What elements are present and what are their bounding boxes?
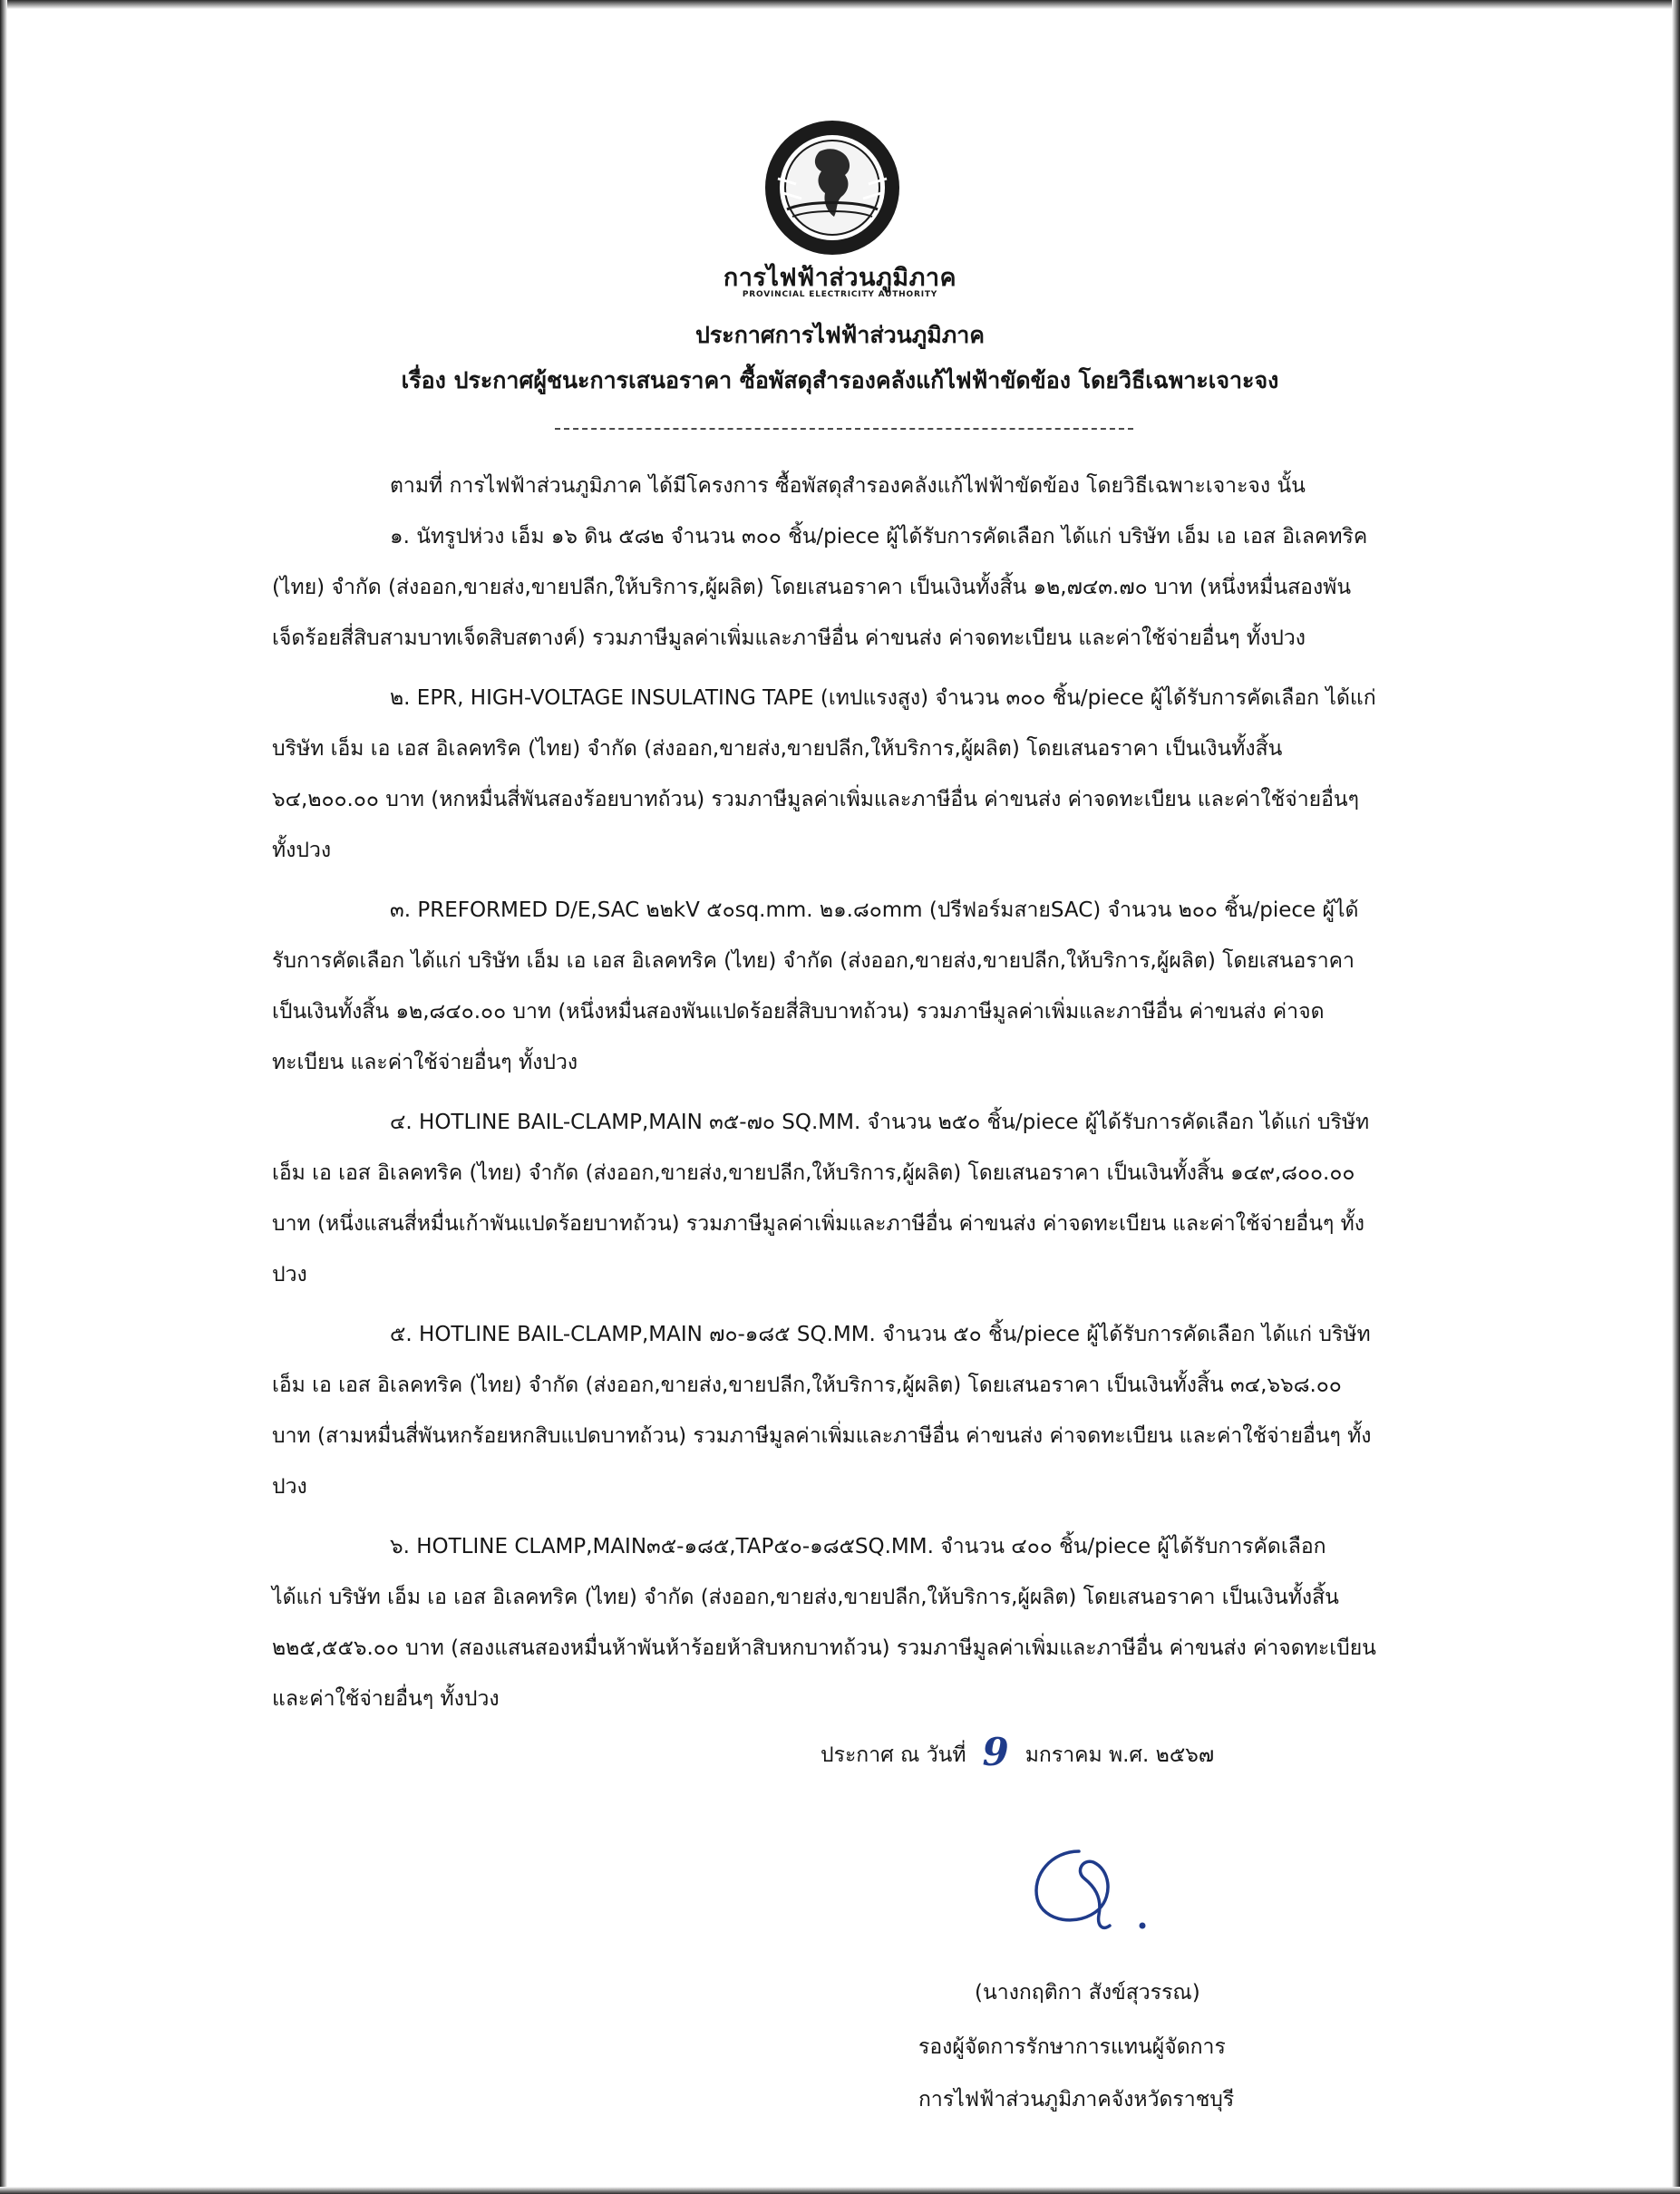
- scan-edge-bottom: [0, 2187, 1680, 2194]
- intro-paragraph: ตามที่ การไฟฟ้าส่วนภูมิภาค ได้มีโครงการ ซื้อพัสดุสำรองคลังแก้ไฟฟ้าขัดข้อง โดยวิธีเฉพาะเจาะจง นั้น: [390, 474, 1306, 498]
- signatory-name: (นางกฤติกา สังข์สุวรรณ): [975, 1981, 1200, 2005]
- item-paragraph-1: ๑. นัทรูปห่วง เอ็ม ๑๖ ดิน ๕๘๒ จำนวน ๓๐๐ ชิ้น/piece ผู้ได้รับการคัดเลือก ได้แก่ บริษัท เอ็ม เอ เอส อิเลคทริค (ไทย) จำกัด (ส่งออก,ขายส่ง,ขายปลีก,ให้บริการ,ผู้ผลิต) โดยเสนอราคา เป็นเงินทั้งสิ้น ๑๒,๗๔๓.๗๐ บาท (หนึ่งหมื่นสองพันเจ็ดร้อยสี่สิบสามบาทเจ็ดสิบสตางค์) รวมภาษีมูลค่าเพิ่มและภาษีอื่น ค่าขนส่ง ค่าจดทะเบียน และค่าใช้จ่ายอื่นๆ ทั้งปวง: [272, 525, 1368, 650]
- item-paragraph-4: ๔. HOTLINE BAIL-CLAMP,MAIN ๓๕-๗๐ SQ.MM. จำนวน ๒๕๐ ชิ้น/piece ผู้ได้รับการคัดเลือก ได้แก่ บริษัท เอ็ม เอ เอส อิเลคทริค (ไทย) จำกัด (ส่งออก,ขายส่ง,ขายปลีก,ให้บริการ,ผู้ผลิต) โดยเสนอราคา เป็นเงินทั้งสิ้น ๑๔๙,๘๐๐.๐๐ บาท (หนึ่งแสนสี่หมื่นเก้าพันแปดร้อยบาทถ้วน) รวมภาษีมูลค่าเพิ่มและภาษีอื่น ค่าขนส่ง ค่าจดทะเบียน และค่าใช้จ่ายอื่นๆ ทั้งปวง: [272, 1111, 1370, 1286]
- signatory-position: รองผู้จัดการรักษาการแทนผู้จัดการ: [918, 2035, 1226, 2059]
- announcement-body: [272, 461, 1378, 1724]
- org-name-th: การไฟฟ้าส่วนภูมิภาค: [723, 264, 957, 292]
- signatory-office: การไฟฟ้าส่วนภูมิภาคจังหวัดราชบุรี: [918, 2088, 1235, 2111]
- item-paragraph-3: ๓. PREFORMED D/E,SAC ๒๒kV ๕๐sq.mm. ๒๑.๘๐mm (ปรีฟอร์มสายSAC) จำนวน ๒๐๐ ชิ้น/piece ผู้ได้รับการคัดเลือก ได้แก่ บริษัท เอ็ม เอ เอส อิเลคทริค (ไทย) จำกัด (ส่งออก,ขายส่ง,ขายปลีก,ให้บริการ,ผู้ผลิต) โดยเสนอราคา เป็นเงินทั้งสิ้น ๑๒,๘๔๐.๐๐ บาท (หนึ่งหมื่นสองพันแปดร้อยสี่สิบบาทถ้วน) รวมภาษีมูลค่าเพิ่มและภาษีอื่น ค่าขนส่ง ค่าจดทะเบียน และค่าใช้จ่ายอื่นๆ ทั้งปวง: [272, 898, 1359, 1074]
- scan-edge-top: [0, 0, 1680, 9]
- item-paragraph-6: ๖. HOTLINE CLAMP,MAIN๓๕-๑๘๕,TAP๕๐-๑๘๕SQ.MM. จำนวน ๔๐๐ ชิ้น/piece ผู้ได้รับการคัดเลือก ได้แก่ บริษัท เอ็ม เอ เอส อิเลคทริค (ไทย) จำกัด (ส่งออก,ขายส่ง,ขายปลีก,ให้บริการ,ผู้ผลิต) โดยเสนอราคา เป็นเงินทั้งสิ้น ๒๒๕,๕๕๖.๐๐ บาท (สองแสนสองหมื่นห้าพันห้าร้อยห้าสิบหกบาทถ้วน) รวมภาษีมูลค่าเพิ่มและภาษีอื่น ค่าขนส่ง ค่าจดทะเบียน และค่าใช้จ่ายอื่นๆ ทั้งปวง: [272, 1535, 1376, 1711]
- pea-emblem-icon: [760, 115, 905, 260]
- item-paragraph-5: ๕. HOTLINE BAIL-CLAMP,MAIN ๗๐-๑๘๕ SQ.MM. จำนวน ๕๐ ชิ้น/piece ผู้ได้รับการคัดเลือก ได้แก่ บริษัท เอ็ม เอ เอส อิเลคทริค (ไทย) จำกัด (ส่งออก,ขายส่ง,ขายปลีก,ให้บริการ,ผู้ผลิต) โดยเสนอราคา เป็นเงินทั้งสิ้น ๓๔,๖๖๘.๐๐ บาท (สามหมื่นสี่พันหกร้อยหกสิบแปดบาทถ้วน) รวมภาษีมูลค่าเพิ่มและภาษีอื่น ค่าขนส่ง ค่าจดทะเบียน และค่าใช้จ่ายอื่นๆ ทั้งปวง: [272, 1323, 1372, 1499]
- separator-line: [555, 428, 1133, 430]
- date-prefix: ประกาศ ณ วันที่: [821, 1743, 966, 1767]
- announcement-date: [821, 1730, 1214, 1774]
- announcement-subject: เรื่อง ประกาศผู้ชนะการเสนอราคา ซื้อพัสดุสำรองคลังแก้ไฟฟ้าขัดข้อง โดยวิธีเฉพาะเจาะจง: [401, 367, 1279, 393]
- org-name-en: PROVINCIAL ELECTRICITY AUTHORITY: [742, 290, 938, 299]
- date-day-handwritten: 9: [982, 1730, 1009, 1774]
- date-month-year: มกราคม พ.ศ. ๒๕๖๗: [1025, 1743, 1215, 1767]
- item-paragraph-2: ๒. EPR, HIGH-VOLTAGE INSULATING TAPE (เทปแรงสูง) จำนวน ๓๐๐ ชิ้น/piece ผู้ได้รับการคัดเลือก ได้แก่ บริษัท เอ็ม เอ เอส อิเลคทริค (ไทย) จำกัด (ส่งออก,ขายส่ง,ขายปลีก,ให้บริการ,ผู้ผลิต) โดยเสนอราคา เป็นเงินทั้งสิ้น ๖๔,๒๐๐.๐๐ บาท (หกหมื่นสี่พันสองร้อยบาทถ้วน) รวมภาษีมูลค่าเพิ่มและภาษีอื่น ค่าขนส่ง ค่าจดทะเบียน และค่าใช้จ่ายอื่นๆ ทั้งปวง: [272, 686, 1376, 862]
- announcement-title: ประกาศการไฟฟ้าส่วนภูมิภาค: [695, 322, 985, 348]
- signature-mark: [1015, 1831, 1170, 1940]
